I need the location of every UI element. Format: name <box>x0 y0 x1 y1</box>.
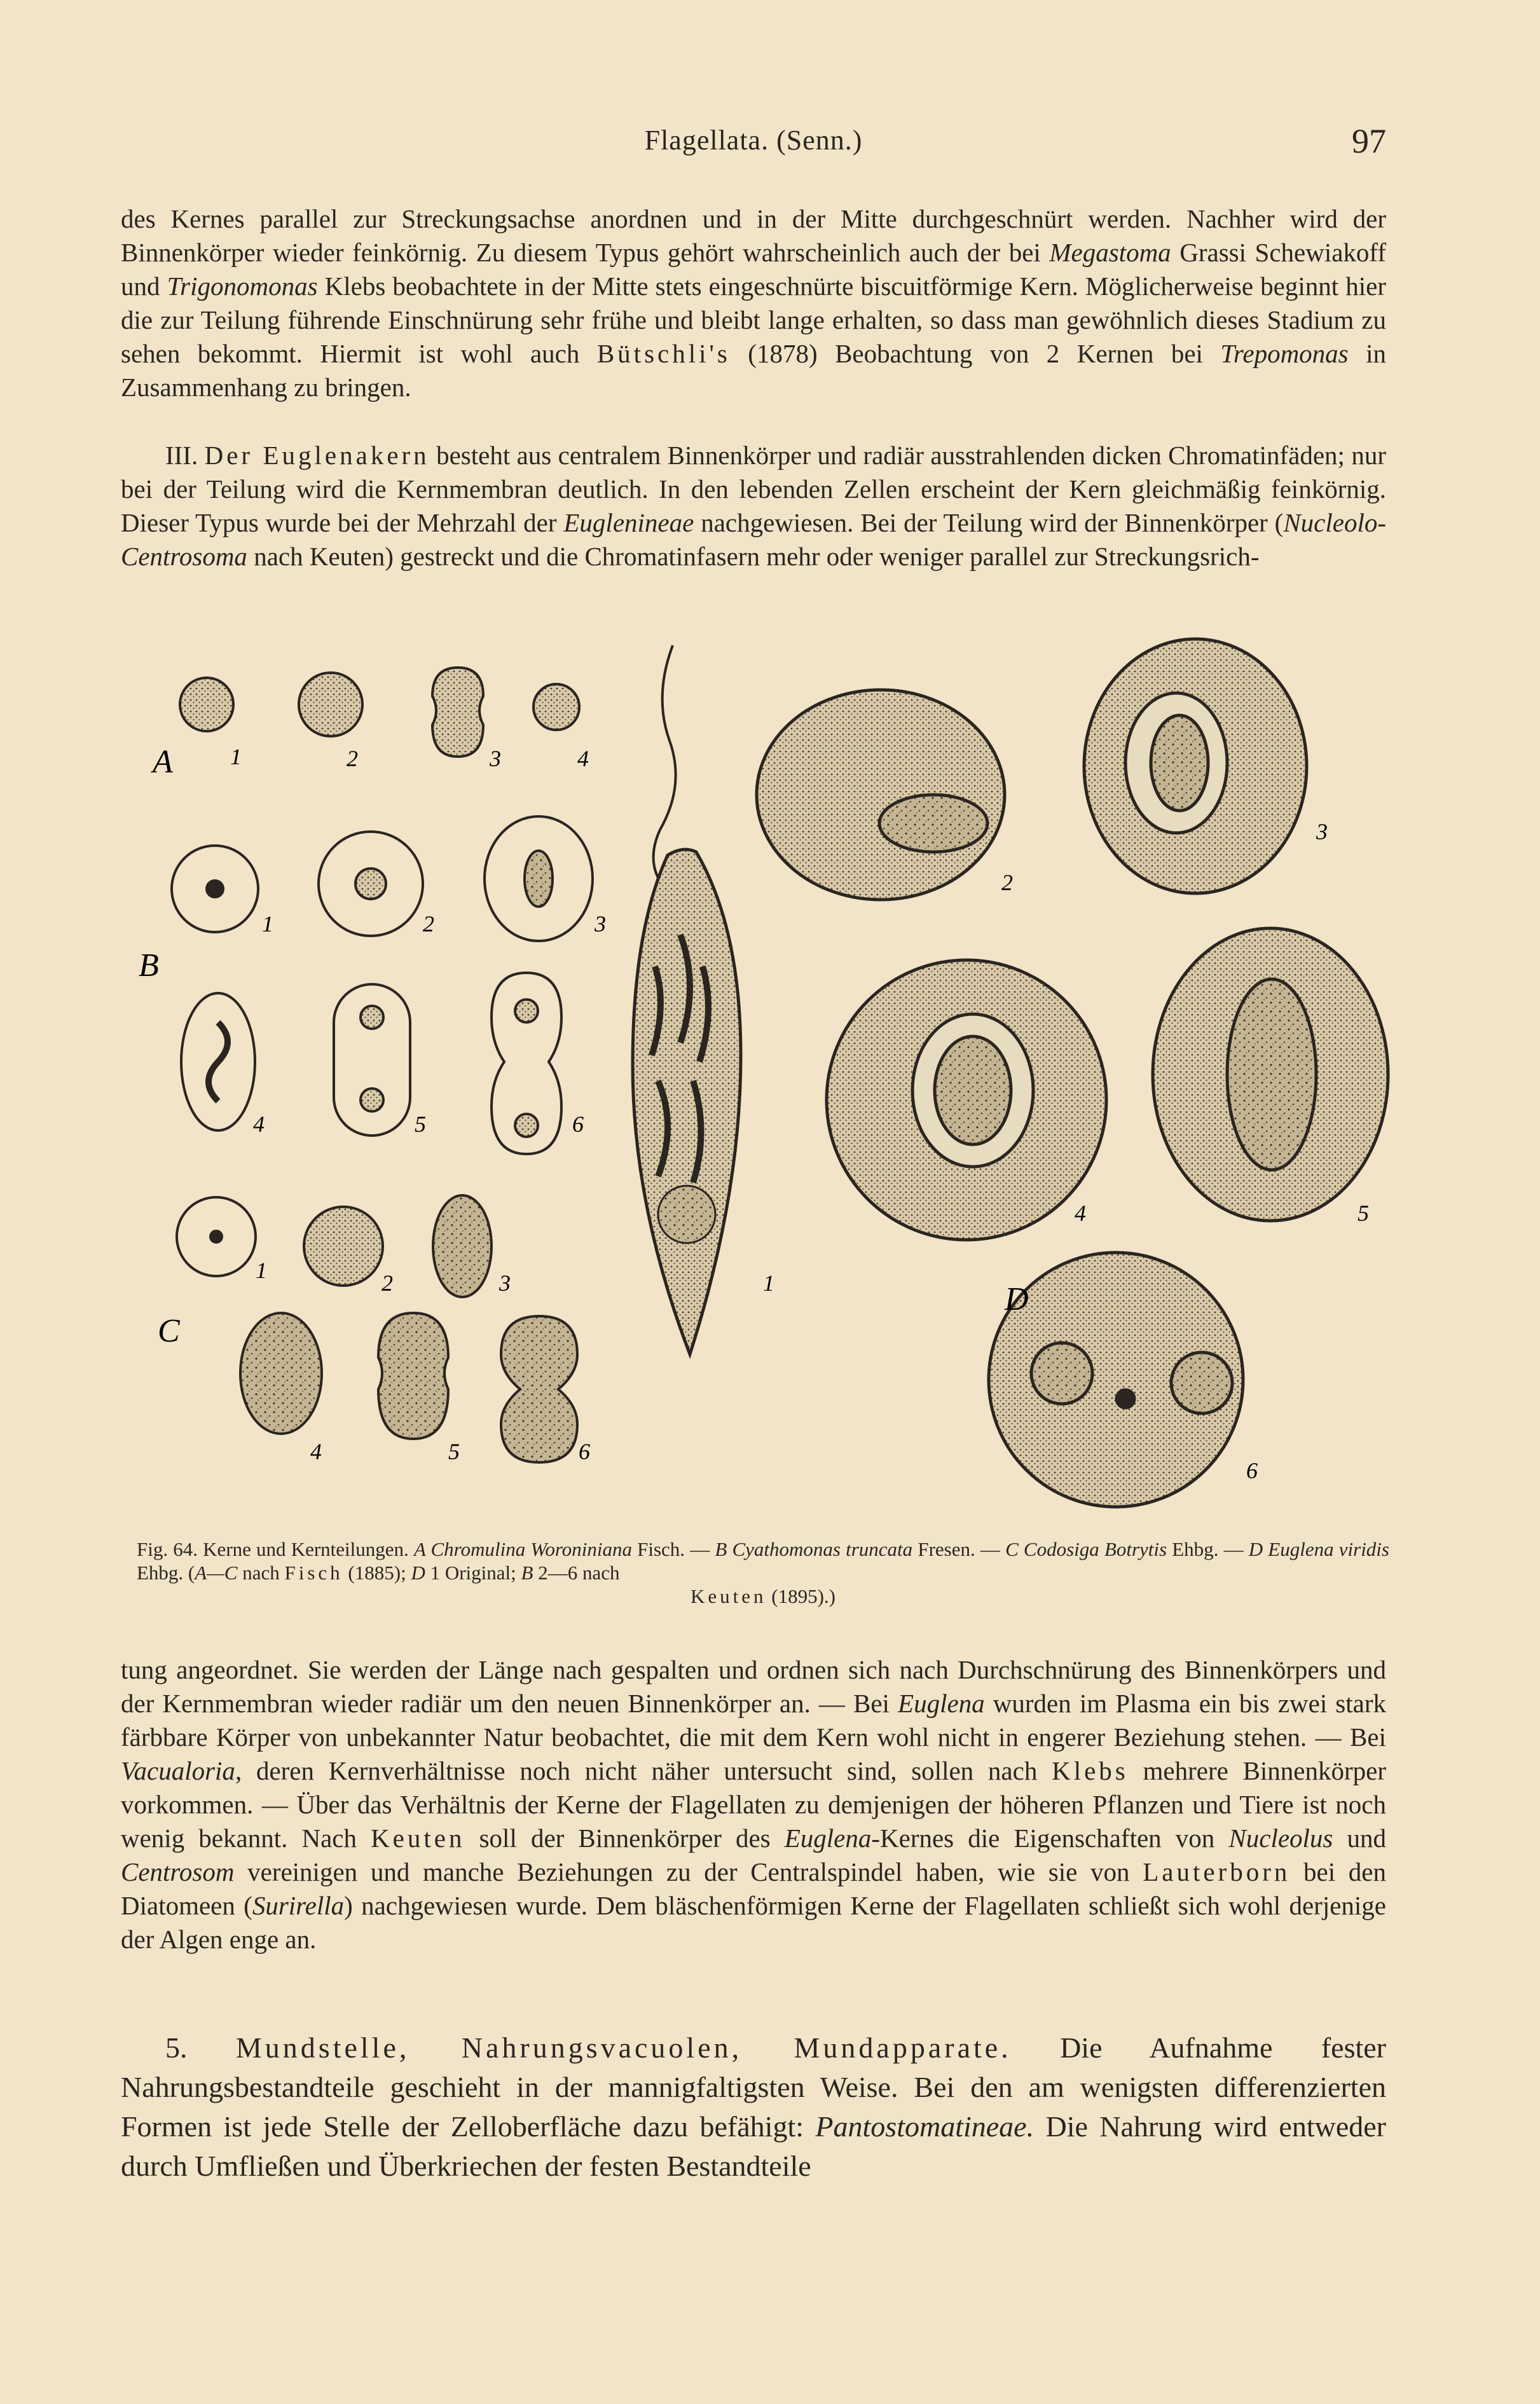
b5-center-top <box>361 1006 383 1029</box>
para2-run: besteht aus centralem Binnenkörper und radiär ausstrahlenden dicken Chromatinfäden; nur bei der Teilung wird die Kernmembran deutlich. In den lebenden Zellen erscheint der Kern gleichmäßig feinkörnig. Dieser Typus wurde bei der Mehrzahl der <box>121 441 1386 537</box>
caption-run: A Chromulina Woroniniana <box>413 1538 632 1560</box>
paragraph-3-text <box>121 1653 1386 1956</box>
caption-run: Ehbg. — <box>1167 1538 1249 1560</box>
para2-run: Der Euglenakern <box>204 441 430 470</box>
c1-center <box>210 1231 222 1242</box>
para4-run: Mundstelle, Nahrungsvacuolen, Mundapparate. <box>235 2031 1012 2064</box>
caption-line-2 <box>137 1584 1389 1608</box>
label-b1: 1 <box>262 911 273 937</box>
label-b6: 6 <box>572 1111 584 1137</box>
page-header <box>121 124 1386 168</box>
paragraph-2 <box>121 439 1386 574</box>
para2-run: nach Keuten) gestreckt und die Chromatinfasern mehr oder weniger parallel zur Streckungsrich- <box>247 542 1260 571</box>
para4-run: Die Nahrung wird entweder durch Umfließen und Überkriechen der festen Bestandteile <box>121 2110 1386 2182</box>
para3-run: vereinigen und manche Beziehungen zu der Centralspindel haben, wie sie von <box>234 1857 1143 1886</box>
caption_line2-run: Keuten <box>690 1585 767 1607</box>
caption-run: (1885); <box>343 1562 411 1584</box>
caption-run: nach <box>237 1562 285 1584</box>
b6-center-bottom <box>515 1114 538 1137</box>
label-b: B <box>139 947 159 984</box>
caption-run: D <box>411 1562 425 1584</box>
para3-run: und <box>1333 1824 1387 1853</box>
label-d4: 4 <box>1075 1200 1086 1226</box>
para2-run: nachgewiesen. Bei der Teilung wird der Binnenkörper ( <box>694 508 1284 537</box>
para3-run: mehrere Binnenkörper vorkommen. — Über das Verhältnis der Kerne der Flagellaten zu demjenigen der höheren Pflanzen und Tiere ist noch wenig bekannt. Nach <box>121 1756 1387 1853</box>
label-d1: 1 <box>763 1270 774 1296</box>
label-d: D <box>1005 1281 1029 1317</box>
para3-run: Surirella <box>252 1891 345 1920</box>
para2-run: III. <box>165 441 205 470</box>
para3-run: -Kernes die Eigenschaften von <box>871 1824 1229 1853</box>
para4-run: Pantostomatineae. <box>815 2110 1035 2143</box>
label-b3: 3 <box>595 911 606 937</box>
caption-line-1 <box>137 1538 1389 1584</box>
section-5 <box>121 2028 1386 2186</box>
caption-run: Fig. 64. Kerne und Kernteilungen. <box>137 1538 414 1560</box>
d6-nucleus-right <box>1171 1352 1232 1413</box>
para1-run: Megastoma <box>1049 238 1171 267</box>
para3-run: , deren Kernverhältnisse noch nicht näher untersucht sind, sollen nach <box>235 1756 1052 1785</box>
label-a4: 4 <box>577 746 589 771</box>
b6-center-top <box>515 999 538 1022</box>
para1-run: Grassi Schewiakoff und <box>121 238 1387 301</box>
para1-run: (1878) Beobachtung von 2 Kernen bei <box>730 339 1221 368</box>
para3-run: ) nachgewiesen wurde. Dem bläschenförmigen Kerne der Flagellaten schließt sich wohl derjenige der Algen enge an. <box>121 1891 1386 1954</box>
d5-spindle <box>1227 979 1316 1170</box>
caption-run: B Cyathomonas truncata <box>715 1538 913 1560</box>
label-c5: 5 <box>448 1439 460 1464</box>
running-head: Flagellata. (Senn.) <box>644 125 863 156</box>
c6-nucleus <box>501 1316 577 1462</box>
label-b5: 5 <box>415 1111 426 1137</box>
para3-run: wurden im Plasma ein bis zwei stark färbbare Körper von unbekannter Natur beobachtet, die mit dem Kern wohl nicht in engerer Beziehung stehen. — Bei <box>121 1689 1386 1752</box>
c4-nucleus <box>240 1313 322 1434</box>
euglena-body <box>633 849 741 1354</box>
para1-run: Bütschli's <box>596 339 731 368</box>
caption-run: Fresen. — <box>912 1538 1006 1560</box>
para3-run: Nucleolus <box>1228 1824 1333 1853</box>
caption-run: 2—6 nach <box>533 1562 620 1584</box>
label-c6: 6 <box>579 1439 590 1464</box>
b3-center <box>525 851 553 907</box>
caption-run: 1 Original; <box>425 1562 521 1584</box>
para1-run: Trepomonas <box>1220 339 1349 368</box>
para4-run: Die Aufnahme fester Nahrungsbestandteile geschieht in der mannigfaltigsten Weise. Bei den am wenigsten differenzierten Formen ist jede Stelle der Zelloberfläche dazu befähigt: <box>121 2031 1387 2143</box>
euglena-nucleus <box>658 1186 715 1243</box>
label-a3: 3 <box>490 746 501 771</box>
label-c3: 3 <box>499 1270 511 1296</box>
group-c <box>177 1195 577 1462</box>
caption-run: Ehbg. ( <box>137 1562 195 1584</box>
caption_line2-run: (1895).) <box>766 1585 835 1607</box>
paragraph-2-text <box>121 439 1386 574</box>
label-b4: 4 <box>253 1111 265 1137</box>
label-d3: 3 <box>1316 819 1328 844</box>
b5-center-bottom <box>361 1089 383 1111</box>
label-a: A <box>153 744 173 780</box>
para3-run: Euglena <box>784 1824 872 1853</box>
label-d2: 2 <box>1001 870 1013 895</box>
para3-run: Euglena <box>898 1689 985 1718</box>
b4-center <box>209 1022 228 1101</box>
label-c4: 4 <box>310 1439 322 1464</box>
a2-nucleus <box>299 673 362 736</box>
d4-spindle <box>935 1036 1011 1144</box>
d6-body <box>1117 1390 1134 1408</box>
page-number: 97 <box>1352 122 1386 160</box>
paragraph-3 <box>121 1653 1386 1956</box>
para3-run: soll der Binnenkörper des <box>465 1824 785 1853</box>
section-5-text <box>121 2028 1386 2186</box>
label-a2: 2 <box>347 746 358 771</box>
para3-run: Lauterborn <box>1143 1857 1291 1886</box>
caption-run: B <box>521 1562 533 1584</box>
paragraph-1-text <box>121 202 1386 404</box>
caption-run: C Codosiga Botrytis <box>1005 1538 1167 1560</box>
group-a <box>151 668 589 780</box>
para3-run: Keuten <box>371 1824 465 1853</box>
para2-run: Nucleolo-Centrosoma <box>121 508 1387 571</box>
d1-euglena-cell <box>633 645 774 1354</box>
d3-spindle <box>1151 715 1208 811</box>
caption-run: Fisch <box>284 1562 343 1584</box>
para3-run: bei den Diatomeen ( <box>121 1857 1386 1920</box>
label-b2: 2 <box>423 911 434 937</box>
para3-run: Klebs <box>1052 1756 1129 1785</box>
d6-nucleus-left <box>1031 1343 1092 1404</box>
label-c: C <box>158 1313 180 1349</box>
para4-run: 5. <box>165 2031 236 2064</box>
para1-run: des Kernes parallel zur Streckungsachse anordnen und in der Mitte durchgeschnürt werden. Nachher wird der Binnenkörper wieder feinkörnig. Zu diesem Typus gehört wahrscheinlich auch der bei <box>121 204 1386 267</box>
figure-caption <box>137 1537 1389 1608</box>
para1-run: in Zusammenhang zu bringen. <box>121 339 1386 402</box>
caption-run: A—C <box>195 1562 238 1584</box>
para1-run: Trigonomonas <box>167 271 318 301</box>
b2-center <box>355 869 386 899</box>
a4-nucleus <box>533 684 579 730</box>
para3-run: Centrosom <box>121 1857 235 1886</box>
label-c2: 2 <box>382 1270 393 1296</box>
figure-64 <box>121 636 1399 1526</box>
label-a1: 1 <box>230 744 242 769</box>
caption-run: Fisch. — <box>631 1538 715 1560</box>
a3-nucleus <box>432 668 483 757</box>
para1-run: Klebs beobachtete in der Mitte stets eingeschnürte biscuitförmige Kern. Möglicherweise beginnt hier die zur Teilung führende Einschnürung sehr frühe und bleibt lange erhalten, so dass man gewöhnlich dieses Stadium zu sehen bekommt. Hiermit ist wohl auch <box>121 271 1387 368</box>
group-b <box>172 816 593 1154</box>
label-d5: 5 <box>1358 1200 1369 1226</box>
label-c1: 1 <box>256 1258 267 1283</box>
group-d <box>757 639 1388 1507</box>
a1-nucleus <box>180 678 233 731</box>
c2-nucleus <box>304 1207 383 1286</box>
para3-run: Vacualoria <box>121 1756 235 1785</box>
paragraph-1 <box>121 202 1386 404</box>
d2-nucleus <box>879 795 987 852</box>
c5-nucleus <box>378 1313 448 1439</box>
label-d6: 6 <box>1246 1458 1258 1483</box>
para3-run: tung angeordnet. Sie werden der Länge nach gespalten und ordnen sich nach Durchschnürung des Binnenkörpers und der Kernmembran wieder radiär um den neuen Binnenkörper an. — Bei <box>121 1655 1386 1718</box>
caption-run: D Euglena viridis <box>1248 1538 1389 1560</box>
d2-cell <box>757 690 1005 900</box>
b1-center <box>207 881 223 897</box>
para2-run: Euglenineae <box>563 508 694 537</box>
c3-nucleus <box>433 1195 492 1297</box>
